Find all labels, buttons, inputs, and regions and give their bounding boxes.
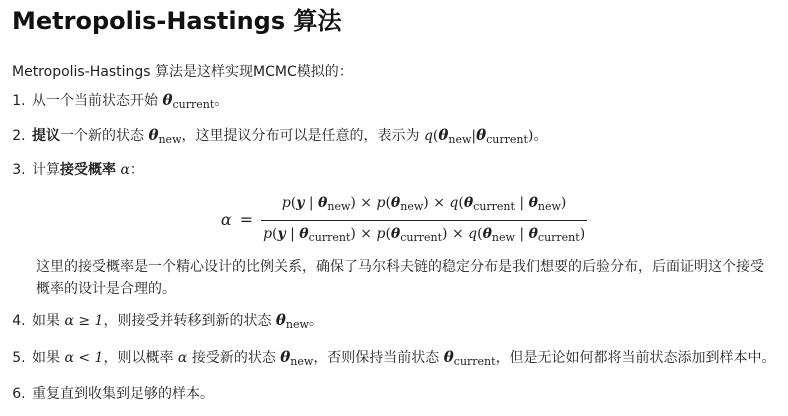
subscript-new: new [158, 133, 182, 146]
list-item-step-2 [30, 125, 776, 150]
step-5-pre: 如果 [32, 350, 65, 366]
subscript-current: current [453, 355, 496, 368]
theta-symbol: θ [443, 348, 454, 366]
theta-symbol: θ [476, 126, 487, 144]
paren-open: ( [432, 128, 439, 144]
list-item-step-4 [30, 310, 776, 335]
subscript-new: new [290, 355, 314, 368]
step-2-end: 。 [533, 128, 548, 144]
step-5-mid-1: ，则以概率 [103, 350, 178, 366]
theta-symbol: θ [275, 311, 286, 329]
step-1-text: 从一个当前状态开始 [32, 93, 163, 109]
formula-denominator: p(y | $\theta_{current}) \times p(\theta_{current}) \times q(\theta_{new}$ | $\theta_{current}$) [263, 225, 586, 244]
q-symbol: q [423, 128, 433, 144]
step-4-mid: ，则接受并转移到新的状态 [103, 313, 276, 329]
alpha-symbol: α [177, 350, 188, 366]
step-3-pre: 计算 [32, 162, 60, 178]
paren-close: ) [527, 128, 534, 144]
fraction-bar [261, 220, 587, 221]
step-5-mid-3: ，否则保持当前状态 [313, 350, 444, 366]
step-5-mid-2: 接受新的状态 [187, 350, 281, 366]
theta-symbol: θ [280, 348, 291, 366]
intro-text: Metropolis-Hastings 算法是这样实现MCMC模拟的： [12, 64, 353, 80]
step-2-text-1: 一个新的状态 [60, 128, 149, 144]
alpha-symbol: α [120, 162, 130, 178]
step-6-text: 重复直到收集到足够的样本。 [32, 386, 214, 402]
step-4-pre: 如果 [32, 313, 65, 329]
steps-list [12, 90, 776, 404]
formula-lhs: α [220, 210, 232, 229]
acceptance-formula [32, 192, 776, 248]
theta-symbol: θ [438, 126, 449, 144]
theta-symbol: θ [148, 126, 159, 144]
formula-numerator: p(y | $\theta_{new}) \times p(\theta_{new}) \times q(\theta_{current}$ | $\theta_{new}$) [281, 194, 567, 213]
step-3-bold: 接受概率 [60, 162, 116, 178]
subscript-current: current [486, 133, 528, 146]
formula-fraction [261, 192, 587, 249]
bar-symbol: | [471, 128, 477, 144]
step-5-end: ，但是无论如何都将当前状态添加到样本中。 [495, 350, 776, 366]
step-5-condition: α < 1 [64, 350, 104, 366]
list-item-step-6 [30, 384, 776, 404]
subscript-new: new [448, 133, 472, 146]
step-1-end: 。 [214, 93, 229, 109]
list-item-step-3 [30, 160, 776, 300]
formula-equals: = [239, 210, 254, 229]
list-item-step-1 [30, 90, 776, 115]
step-3-end: ： [129, 162, 144, 178]
acceptance-note: 这里的接受概率是一个精心设计的比例关系，确保了马尔科夫链的稳定分布是我们想要的后验分布，后面证明这个接受概率的设计是合理的。 [36, 259, 764, 297]
step-4-condition: α ≥ 1 [64, 313, 104, 329]
step-2-text-2: ，这里提议分布可以是任意的，表示为 [181, 128, 424, 144]
theta-symbol: θ [162, 91, 173, 109]
step-2-bold: 提议 [32, 128, 60, 144]
subscript-new: new [285, 318, 309, 331]
step-4-end: 。 [308, 313, 323, 329]
subscript-current: current [172, 98, 215, 111]
page-title: Metropolis-Hastings 算法 [12, 7, 342, 35]
list-item-step-5 [30, 345, 776, 374]
